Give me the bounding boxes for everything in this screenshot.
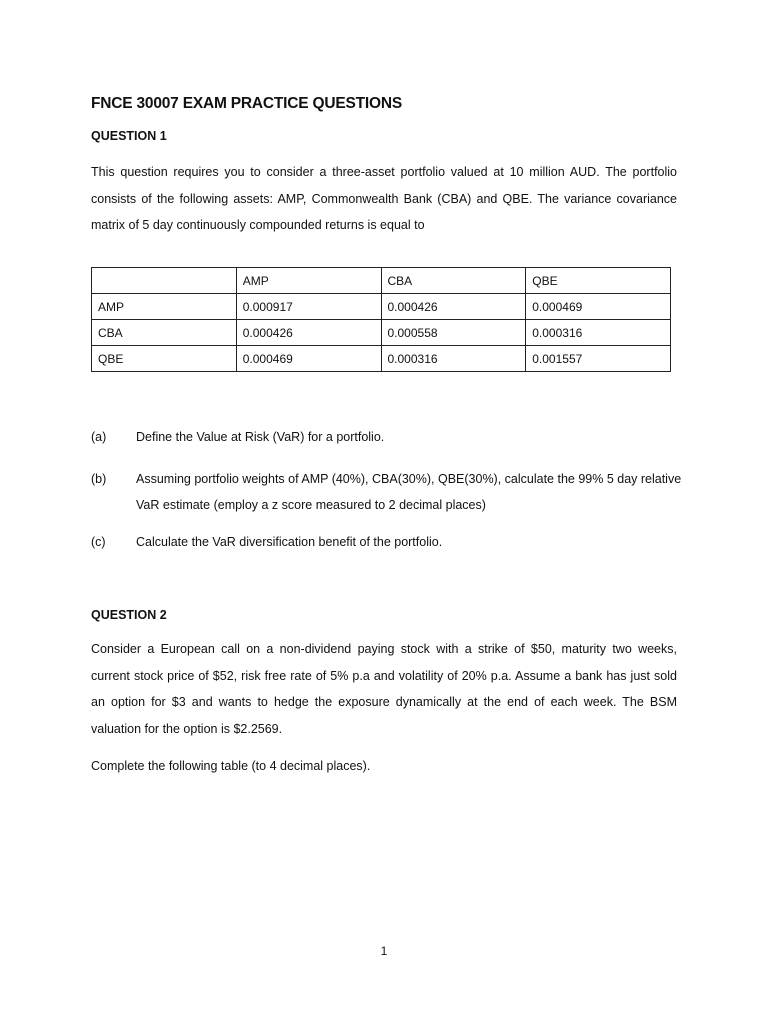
table-header-cell: CBA xyxy=(381,268,526,294)
part-text-line-1: Assuming portfolio weights of AMP (40%), CBA(30%), QBE(30%), calculate the 99% 5 day relative xyxy=(136,472,682,486)
table-cell: 0.000316 xyxy=(381,346,526,372)
covariance-matrix-table xyxy=(91,267,671,372)
question-1-intro-line-3: matrix of 5 day continuously compounded returns is equal to xyxy=(91,218,425,232)
question-2-body-line-2: current stock price of $52, risk free rate of 5% p.a and volatility of 20% p.a. Assume a bank has just sold xyxy=(91,668,677,683)
table-row xyxy=(92,346,671,372)
table-cell: 0.000316 xyxy=(526,320,671,346)
table-header-row xyxy=(92,268,671,294)
question-2-heading: QUESTION 2 xyxy=(91,608,167,622)
question-2-body-line-3: an option for $3 and wants to hedge the exposure dynamically at the end of each week. The BSM xyxy=(91,695,677,709)
question-1-intro-line-1: This question requires you to consider a three-asset portfolio valued at 10 million AUD. The portfolio xyxy=(91,165,677,179)
question-2-instruction-text: Complete the following table (to 4 decimal places). xyxy=(91,759,371,773)
table-cell: 0.000558 xyxy=(381,320,526,346)
question-2-body-line-4: valuation for the option is $2.2569. xyxy=(91,721,283,736)
part-text xyxy=(136,466,696,518)
table-cell: 0.001557 xyxy=(526,346,671,372)
part-text: Define the Value at Risk (VaR) for a portfolio. xyxy=(136,430,385,444)
part-label: (c) xyxy=(91,535,106,549)
table-row xyxy=(92,320,671,346)
question-2-body-line-1: Consider a European call on a non-dividend paying stock with a strike of $50, maturity two weeks, xyxy=(91,642,677,656)
part-label: (a) xyxy=(91,430,107,444)
part-label: (b) xyxy=(91,472,107,486)
table-cell: 0.000469 xyxy=(526,294,671,320)
question-1-intro-line-2: consists of the following assets: AMP, Commonwealth Bank (CBA) and QBE. The variance covariance xyxy=(91,191,677,206)
table-header-cell xyxy=(92,268,237,294)
table-row xyxy=(92,294,671,320)
page-number: 1 xyxy=(380,944,388,958)
table-cell: AMP xyxy=(92,294,237,320)
document-title: FNCE 30007 EXAM PRACTICE QUESTIONS xyxy=(91,95,403,112)
question-2-body xyxy=(91,636,677,742)
question-1-heading: QUESTION 1 xyxy=(91,129,167,143)
table-cell: 0.000426 xyxy=(236,320,381,346)
table-cell: CBA xyxy=(92,320,237,346)
table-header-cell: AMP xyxy=(236,268,381,294)
table-cell: 0.000469 xyxy=(236,346,381,372)
question-2-instruction xyxy=(91,753,677,780)
table-header-cell: QBE xyxy=(526,268,671,294)
part-text-line-2: VaR estimate (employ a z score measured to 2 decimal places) xyxy=(136,498,486,512)
part-text: Calculate the VaR diversification benefit of the portfolio. xyxy=(136,535,443,549)
table-cell: QBE xyxy=(92,346,237,372)
table-cell: 0.000917 xyxy=(236,294,381,320)
table-cell: 0.000426 xyxy=(381,294,526,320)
question-1-intro xyxy=(91,159,677,239)
